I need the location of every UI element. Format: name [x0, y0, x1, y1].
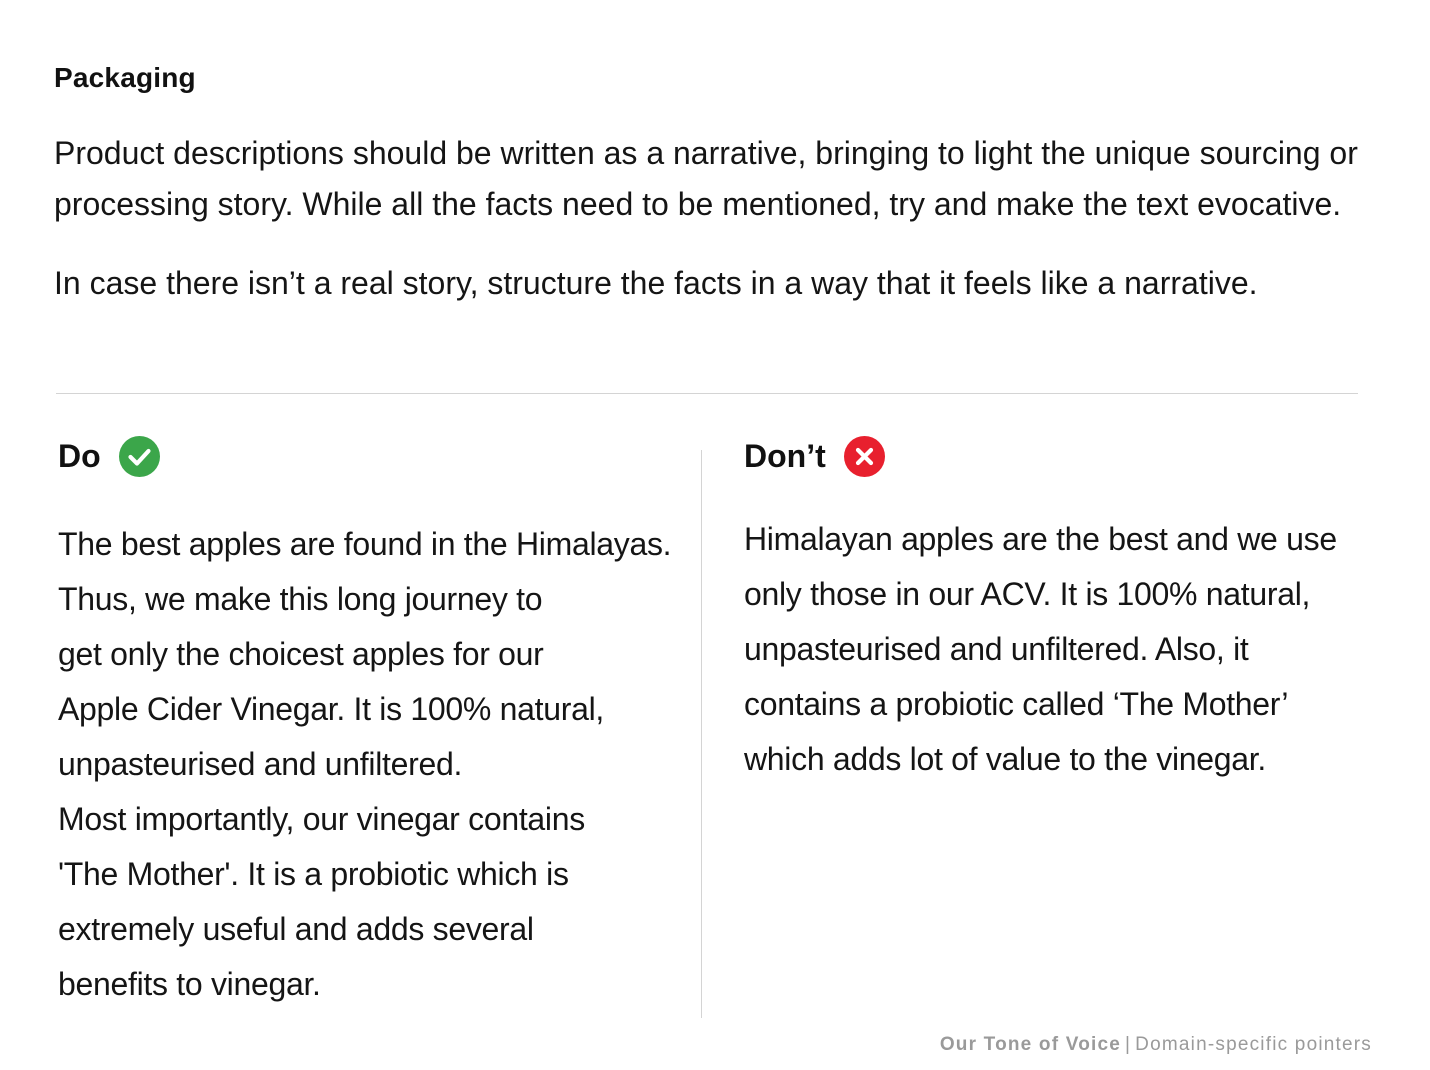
- do-text-line: unpasteurised and unfiltered.: [58, 746, 463, 782]
- dont-text-line: which adds lot of value to the vinegar.: [744, 741, 1266, 777]
- section-heading: Packaging: [54, 62, 196, 93]
- do-heading: [58, 436, 160, 477]
- dont-text-line: contains a probiotic called ‘The Mother’: [744, 686, 1289, 722]
- footer: [940, 1034, 1372, 1056]
- horizontal-divider: [56, 393, 1358, 394]
- do-text-line: Thus, we make this long journey to: [58, 581, 543, 617]
- dont-heading-label: Don’t: [744, 438, 826, 474]
- do-text-line: get only the choicest apples for our: [58, 636, 544, 672]
- do-text-line: benefits to vinegar.: [58, 966, 321, 1002]
- x-circle-icon: [844, 436, 885, 477]
- check-circle-icon: [119, 436, 160, 477]
- dont-text-line: Himalayan apples are the best and we use: [744, 521, 1337, 557]
- do-text-line: Most importantly, our vinegar contains: [58, 801, 585, 837]
- do-example-text: [58, 517, 688, 1012]
- do-text-line: 'The Mother'. It is a probiotic which is: [58, 856, 569, 892]
- dont-example-text: [744, 512, 1364, 787]
- dont-text-line: only those in our ACV. It is 100% natural,: [744, 576, 1311, 612]
- column-divider: [701, 450, 702, 1018]
- intro-paragraph: Product descriptions should be written as a narrative, bringing to light the unique sourcing or processing story. While all the facts need to be mentioned, try and make the text evocative.: [54, 135, 1358, 222]
- intro-paragraph: In case there isn’t a real story, structure the facts in a way that it feels like a narrative.: [54, 265, 1258, 301]
- footer-separator: |: [1125, 1034, 1132, 1055]
- footer-section: Domain-specific pointers: [1135, 1034, 1372, 1055]
- dont-text-line: unpasteurised and unfiltered. Also, it: [744, 631, 1249, 667]
- do-text-line: Apple Cider Vinegar. It is 100% natural,: [58, 691, 604, 727]
- dont-heading: [744, 436, 885, 477]
- do-text-line: The best apples are found in the Himalayas.: [58, 526, 672, 562]
- do-heading-label: Do: [58, 438, 101, 474]
- footer-brand: Our Tone of Voice: [939, 1034, 1122, 1055]
- intro-text: [54, 128, 1374, 309]
- do-text-line: extremely useful and adds several: [58, 911, 534, 947]
